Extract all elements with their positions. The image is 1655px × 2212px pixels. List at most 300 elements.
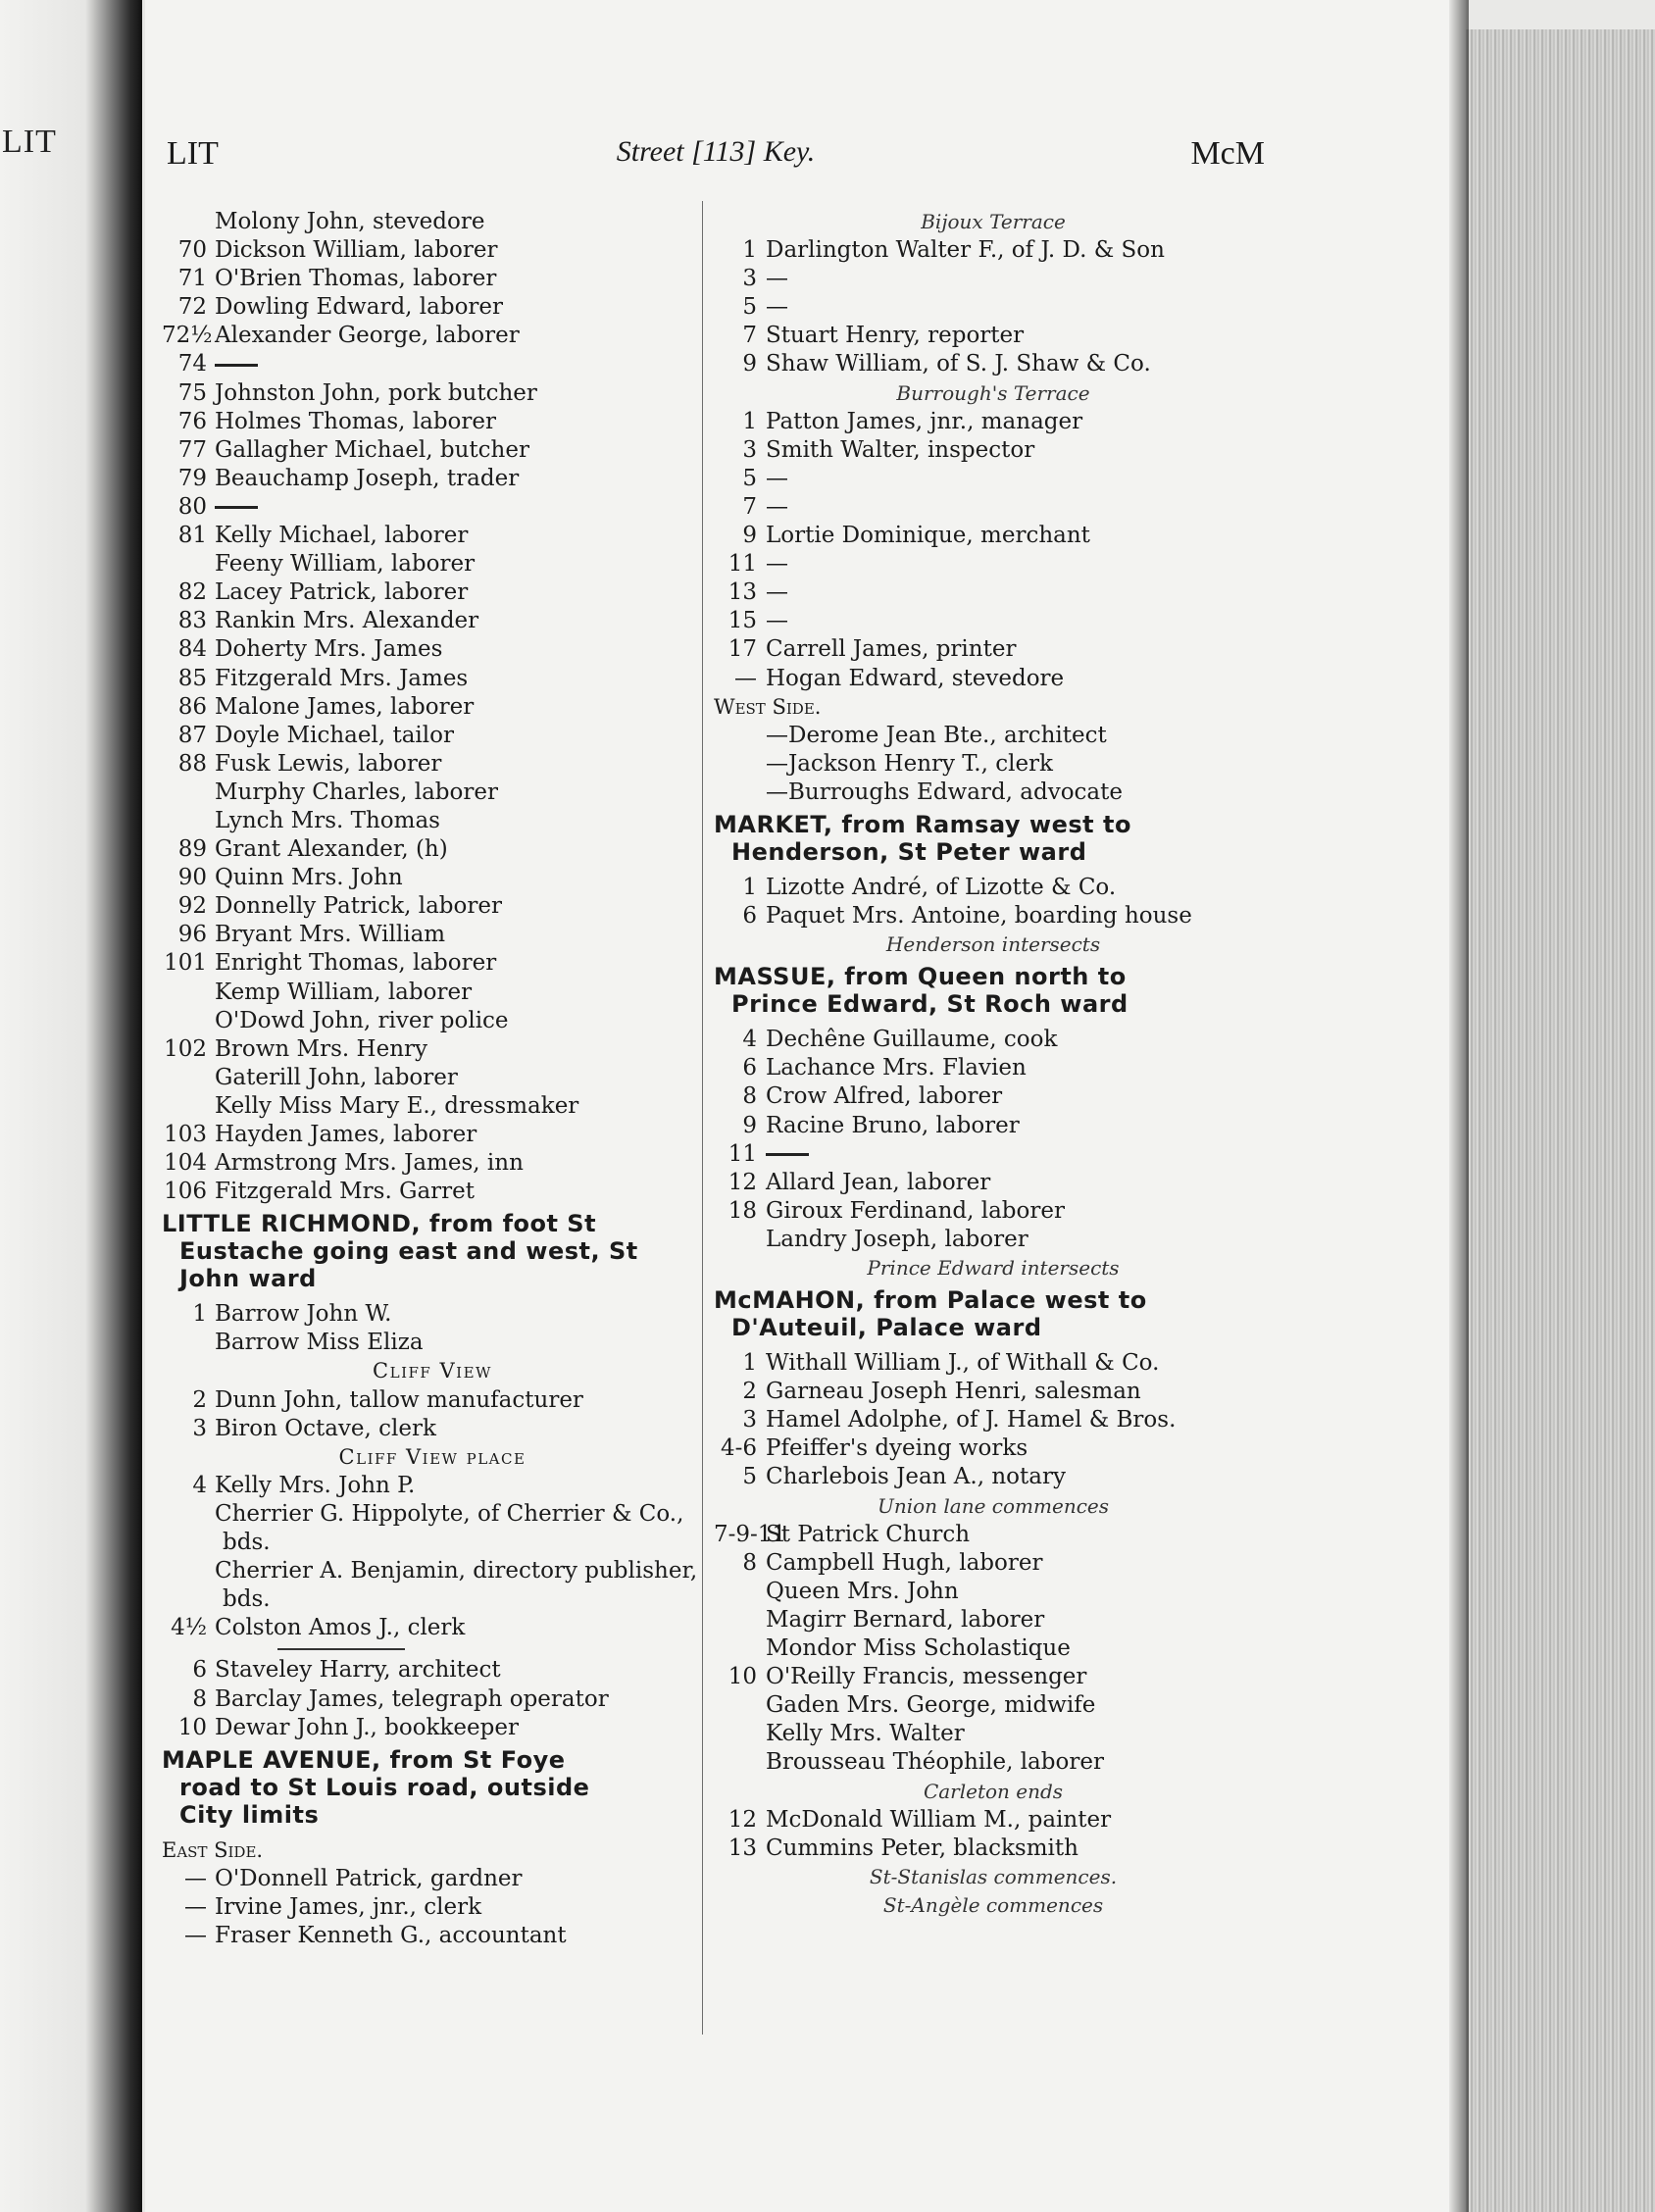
directory-entry (714, 1521, 1273, 1549)
house-number: 80 (177, 493, 207, 520)
resident-name: Lizotte André, of Lizotte & Co. (766, 874, 1117, 900)
resident-name: Lortie Dominique, merchant (766, 523, 1090, 549)
house-number: 1 (742, 874, 757, 900)
directory-entry (162, 750, 703, 779)
house-number: 13 (727, 1835, 757, 1861)
directory-entry (162, 465, 703, 493)
resident-name: McDonald William M., painter (766, 1806, 1112, 1833)
resident-name: Shaw William, of S. J. Shaw & Co. (766, 351, 1151, 377)
directory-entry (162, 1472, 703, 1500)
directory-entry (714, 1082, 1273, 1111)
house-number: 1 (742, 237, 757, 264)
house-number: 11 (727, 551, 757, 578)
house-number: 8 (192, 1685, 207, 1712)
cliff-view-place-label: Cliff View place (338, 1444, 527, 1469)
directory-entry (714, 1406, 1273, 1434)
house-number: 4 (742, 1027, 757, 1053)
resident-name: Doherty Mrs. James (215, 636, 443, 663)
directory-entry (162, 892, 703, 921)
house-number: 92 (177, 893, 207, 920)
street-heading-line: MASSUE, from Queen north to (714, 963, 1127, 991)
directory-entry (714, 493, 1273, 522)
directory-entry (714, 1663, 1273, 1691)
left-entries-4 (162, 1472, 703, 1643)
resident-name: — (766, 551, 788, 578)
house-number: 9 (742, 351, 757, 377)
resident-name: Cummins Peter, blacksmith (766, 1835, 1078, 1861)
left-entries-6 (162, 1865, 703, 1950)
house-number: 76 (177, 408, 207, 434)
directory-entry (714, 322, 1273, 350)
resident-name: Dunn John, tallow manufacturer (215, 1386, 583, 1413)
resident-name: Pfeiffer's dyeing works (766, 1435, 1028, 1462)
directory-entry (162, 1149, 703, 1178)
resident-name: Kemp William, laborer (215, 979, 473, 1005)
directory-entry (162, 436, 703, 465)
left-entries-5 (162, 1656, 703, 1741)
directory-entry (162, 1557, 703, 1614)
house-number: — (734, 665, 757, 691)
directory-entry (714, 1378, 1273, 1406)
resident-name: Darlington Walter F., of J. D. & Son (766, 237, 1165, 264)
directory-entry (162, 493, 703, 522)
directory-entry (162, 1893, 703, 1922)
resident-name: Barrow John W. (215, 1301, 392, 1328)
resident-name: Hogan Edward, stevedore (766, 665, 1065, 691)
resident-name: Kelly Mrs. Walter (766, 1721, 965, 1747)
directory-entry (162, 1386, 703, 1415)
resident-name: Mondor Miss Scholastique (766, 1635, 1071, 1662)
resident-name: Holmes Thomas, laborer (215, 408, 496, 434)
house-number: 89 (177, 836, 207, 863)
prince-edward-intersects-label: Prince Edward intersects (867, 1256, 1120, 1280)
book-page-edges (1466, 29, 1655, 2212)
resident-name: Garneau Joseph Henri, salesman (766, 1379, 1141, 1405)
right-entries-5 (714, 1026, 1273, 1254)
resident-name: Giroux Ferdinand, laborer (766, 1197, 1065, 1224)
vacant-dash (215, 506, 258, 509)
house-number: 83 (177, 608, 207, 634)
resident-name: —Derome Jean Bte., architect (766, 722, 1107, 748)
directory-entry (162, 1121, 703, 1149)
directory-entry (162, 864, 703, 892)
directory-entry (714, 607, 1273, 635)
left-entries-3 (162, 1386, 703, 1443)
house-number: 6 (742, 1055, 757, 1081)
house-number: 11 (727, 1140, 757, 1167)
previous-page-running-head: LIT (2, 124, 57, 160)
directory-entry (714, 722, 1273, 750)
house-number: 12 (727, 1806, 757, 1833)
house-number: 3 (742, 266, 757, 292)
house-number: 4½ (171, 1615, 207, 1641)
directory-entry (162, 1614, 703, 1642)
directory-entry (714, 635, 1273, 664)
street-heading-massue (714, 963, 1273, 1018)
house-number: 72½ (162, 323, 213, 349)
street-heading-line: Eustache going east and west, St (179, 1237, 638, 1266)
resident-name: Charlebois Jean A., notary (766, 1464, 1066, 1490)
house-number: 101 (164, 950, 207, 977)
street-heading-line: MAPLE AVENUE, from St Foye (162, 1745, 566, 1774)
directory-entry (714, 1112, 1273, 1140)
house-number: 72 (177, 294, 207, 321)
house-number: — (184, 1893, 207, 1920)
house-number: 3 (742, 436, 757, 463)
page-edges-top (1466, 0, 1655, 29)
resident-name: — (766, 465, 788, 491)
header-right: McM (1190, 135, 1265, 172)
resident-name: Irvine James, jnr., clerk (215, 1893, 482, 1920)
resident-name: Lacey Patrick, laborer (215, 579, 469, 606)
resident-name: Fitzgerald Mrs. James (215, 665, 469, 691)
house-number: 5 (742, 465, 757, 491)
directory-entry (162, 1092, 703, 1121)
header-left: LIT (167, 135, 219, 172)
house-number: 74 (177, 351, 207, 377)
directory-entry (162, 379, 703, 408)
directory-entry (162, 550, 703, 578)
directory-entry (714, 1463, 1273, 1491)
resident-name: Stuart Henry, reporter (766, 323, 1025, 349)
directory-entry (162, 1656, 703, 1684)
house-number: 104 (164, 1150, 207, 1177)
directory-entry (714, 465, 1273, 493)
directory-entry (162, 1064, 703, 1092)
resident-name: Fusk Lewis, laborer (215, 750, 442, 777)
resident-name: Kelly Mrs. John P. (215, 1472, 416, 1498)
house-number: 8 (742, 1549, 757, 1576)
directory-entry (162, 779, 703, 807)
resident-name: Donnelly Patrick, laborer (215, 893, 502, 920)
resident-name: Campbell Hugh, laborer (766, 1549, 1043, 1576)
left-entries-1 (162, 208, 703, 1206)
resident-name: — (766, 608, 788, 634)
bijoux-terrace-label: Bijoux Terrace (921, 210, 1066, 233)
resident-name: Colston Amos J., clerk (215, 1615, 466, 1641)
resident-name: Hamel Adolphe, of J. Hamel & Bros. (766, 1407, 1177, 1433)
directory-entry (162, 1329, 703, 1357)
house-number: 6 (192, 1657, 207, 1684)
resident-name: Racine Bruno, laborer (766, 1112, 1020, 1138)
resident-name: Paquet Mrs. Antoine, boarding house (766, 903, 1192, 930)
directory-entry (162, 350, 703, 378)
house-number: 5 (742, 1464, 757, 1490)
street-heading-line: road to St Louis road, outside (179, 1773, 590, 1801)
resident-name: Withall William J., of Withall & Co. (766, 1350, 1160, 1377)
directory-entry (162, 635, 703, 664)
house-number: 3 (742, 1407, 757, 1433)
house-number: 6 (742, 903, 757, 930)
street-heading-maple-avenue (162, 1746, 703, 1829)
resident-name: Staveley Harry, architect (215, 1657, 501, 1684)
resident-name: Landry Joseph, laborer (766, 1226, 1028, 1252)
house-number: 1 (742, 1350, 757, 1377)
house-number: 5 (742, 294, 757, 321)
directory-entry (714, 1720, 1273, 1748)
directory-entry (714, 578, 1273, 607)
resident-name: Barrow Miss Eliza (215, 1330, 424, 1356)
house-number: 102 (164, 1035, 207, 1062)
vacant-dash (766, 1153, 809, 1156)
directory-entry (714, 408, 1273, 436)
resident-name: Brousseau Théophile, laborer (766, 1749, 1104, 1776)
right-entries-6 (714, 1349, 1273, 1491)
house-number: 106 (164, 1179, 207, 1205)
directory-entry (162, 408, 703, 436)
resident-name: Bryant Mrs. William (215, 922, 446, 948)
house-number: 4 (192, 1472, 207, 1498)
house-number: 79 (177, 465, 207, 491)
directory-entry (714, 1169, 1273, 1197)
street-heading-little-richmond (162, 1210, 703, 1292)
right-entries-7 (714, 1521, 1273, 1778)
resident-name: Magirr Bernard, laborer (766, 1606, 1045, 1633)
resident-name: —Burroughs Edward, advocate (766, 779, 1123, 805)
directory-entry (714, 1026, 1273, 1054)
directory-entry (714, 550, 1273, 578)
street-heading-line: MARKET, from Ramsay west to (714, 810, 1131, 838)
resident-name: Gaterill John, laborer (215, 1064, 458, 1090)
directory-entry (714, 1578, 1273, 1606)
right-entries-1 (714, 236, 1273, 378)
resident-name: Lynch Mrs. Thomas (215, 807, 440, 833)
resident-name: — (766, 579, 788, 606)
house-number: 70 (177, 237, 207, 264)
directory-entry (714, 1606, 1273, 1634)
resident-name: Brown Mrs. Henry (215, 1035, 427, 1062)
house-number: 1 (742, 408, 757, 434)
house-number: 75 (177, 379, 207, 406)
resident-name: Beauchamp Joseph, trader (215, 465, 520, 491)
directory-entry (162, 1007, 703, 1035)
resident-name: Gaden Mrs. George, midwife (766, 1692, 1096, 1719)
street-heading-line: D'Auteuil, Palace ward (731, 1314, 1042, 1342)
directory-entry (162, 949, 703, 978)
directory-entry (714, 1434, 1273, 1463)
house-number: 7 (742, 493, 757, 520)
house-number: 71 (177, 266, 207, 292)
directory-entry (162, 208, 703, 236)
house-number: 4-6 (720, 1435, 757, 1462)
resident-name: Enright Thomas, laborer (215, 950, 497, 977)
directory-entry (162, 265, 703, 293)
directory-entry (714, 874, 1273, 902)
directory-entry (714, 1054, 1273, 1082)
street-heading-mcmahon (714, 1286, 1273, 1341)
directory-entry (162, 1035, 703, 1064)
house-number: 10 (727, 1664, 757, 1690)
resident-name: Cherrier G. Hippolyte, of Cherrier & Co., bds. (215, 1500, 684, 1556)
directory-entry (714, 350, 1273, 378)
vacant-dash (215, 364, 258, 367)
resident-name: Crow Alfred, laborer (766, 1083, 1003, 1110)
directory-entry (162, 1178, 703, 1206)
henderson-intersects-label: Henderson intersects (885, 932, 1101, 957)
directory-entry (162, 979, 703, 1007)
house-number: 8 (742, 1083, 757, 1110)
house-number: 87 (177, 722, 207, 748)
resident-name: Allard Jean, laborer (766, 1169, 991, 1195)
house-number: 103 (164, 1122, 207, 1147)
resident-name: Armstrong Mrs. James, inn (215, 1150, 524, 1177)
carleton-ends-label: Carleton ends (923, 1779, 1064, 1803)
house-number: — (184, 1922, 207, 1948)
union-lane-label: Union lane commences (878, 1493, 1109, 1518)
resident-name: St Patrick Church (766, 1521, 971, 1547)
house-number: 77 (177, 436, 207, 463)
resident-name: O'Dowd John, river police (215, 1007, 509, 1033)
directory-entry (714, 750, 1273, 779)
directory-entry (714, 436, 1273, 465)
spine-shadow (1449, 0, 1469, 2212)
header-center: Street [113] Key. (616, 135, 816, 168)
directory-entry (714, 779, 1273, 807)
resident-name: Dewar John J., bookkeeper (215, 1714, 519, 1740)
directory-entry (714, 1835, 1273, 1863)
street-heading-line: Henderson, St Peter ward (731, 837, 1087, 866)
house-number: 82 (177, 579, 207, 606)
house-number: 7 (742, 323, 757, 349)
directory-entry (714, 1197, 1273, 1226)
resident-name: Molony John, stevedore (215, 209, 485, 234)
directory-entry (162, 522, 703, 550)
street-heading-line: John ward (179, 1265, 317, 1293)
house-number: 84 (177, 636, 207, 663)
house-number: 9 (742, 523, 757, 549)
resident-name: O'Brien Thomas, laborer (215, 266, 497, 292)
directory-entry (162, 665, 703, 693)
right-column (714, 208, 1273, 1920)
street-heading-line: McMAHON, from Palace west to (714, 1286, 1147, 1315)
resident-name: Dickson William, laborer (215, 237, 498, 264)
resident-name: Cherrier A. Benjamin, directory publisher, bds. (215, 1558, 698, 1613)
resident-name: Rankin Mrs. Alexander (215, 608, 479, 634)
directory-entry (162, 1865, 703, 1893)
directory-entry (162, 322, 703, 350)
house-number: 12 (727, 1169, 757, 1195)
house-number: 7-9-11 (714, 1521, 787, 1547)
burroughs-terrace-label: Burrough's Terrace (896, 380, 1090, 405)
resident-name: — (766, 493, 788, 520)
directory-entry (714, 1691, 1273, 1720)
directory-entry (162, 722, 703, 750)
resident-name: Queen Mrs. John (766, 1578, 959, 1604)
directory-entry (162, 921, 703, 949)
cliff-view-label: Cliff View (373, 1359, 492, 1383)
directory-entry (162, 293, 703, 322)
resident-name: O'Reilly Francis, messenger (766, 1664, 1087, 1690)
running-header (167, 135, 1265, 184)
resident-name: Kelly Miss Mary E., dressmaker (215, 1092, 579, 1119)
directory-entry (162, 1300, 703, 1329)
left-column (162, 208, 703, 1950)
directory-entry (162, 693, 703, 722)
directory-entry (714, 236, 1273, 265)
directory-entry (162, 807, 703, 835)
resident-name: Alexander George, laborer (215, 323, 520, 349)
section-rule (277, 1648, 405, 1650)
house-number: 2 (192, 1386, 207, 1413)
directory-entry (162, 1714, 703, 1742)
resident-name: Lachance Mrs. Flavien (766, 1055, 1027, 1081)
resident-name: — (766, 266, 788, 292)
resident-name: Kelly Michael, laborer (215, 523, 469, 549)
house-number: 2 (742, 1379, 757, 1405)
resident-name: Patton James, jnr., manager (766, 408, 1083, 434)
directory-entry (162, 1685, 703, 1714)
directory-entry (162, 835, 703, 864)
house-number: 86 (177, 693, 207, 720)
directory-entry (714, 1140, 1273, 1169)
house-number: 81 (177, 523, 207, 549)
resident-name: Quinn Mrs. John (215, 865, 403, 891)
resident-name: Carrell James, printer (766, 636, 1017, 663)
directory-entry (162, 236, 703, 265)
directory-entry (162, 607, 703, 635)
street-heading-market (714, 811, 1273, 866)
resident-name: Doyle Michael, tailor (215, 722, 454, 748)
directory-entry (714, 1349, 1273, 1378)
directory-entry (714, 522, 1273, 550)
st-stanislas-label: St-Stanislas commences. (869, 1864, 1118, 1888)
directory-entry (714, 1748, 1273, 1777)
house-number: 13 (727, 579, 757, 606)
directory-entry (714, 665, 1273, 693)
directory-entry (162, 578, 703, 607)
resident-name: Dechêne Guillaume, cook (766, 1027, 1058, 1053)
resident-name: Murphy Charles, laborer (215, 779, 498, 805)
directory-entry (714, 1226, 1273, 1254)
resident-name: Grant Alexander, (h) (215, 836, 448, 863)
right-entries-2 (714, 408, 1273, 693)
street-heading-line: Prince Edward, St Roch ward (731, 990, 1128, 1019)
directory-entry (162, 1922, 703, 1950)
resident-name: Fraser Kenneth G., accountant (215, 1922, 567, 1948)
directory-entry (162, 1415, 703, 1443)
directory-entry (714, 293, 1273, 322)
previous-page-margin (0, 0, 142, 2212)
resident-name: Hayden James, laborer (215, 1122, 477, 1147)
resident-name: Fitzgerald Mrs. Garret (215, 1179, 476, 1205)
resident-name: O'Donnell Patrick, gardner (215, 1865, 523, 1891)
left-entries-2 (162, 1300, 703, 1357)
resident-name: Malone James, laborer (215, 693, 475, 720)
resident-name: Dowling Edward, laborer (215, 294, 504, 321)
resident-name: Johnston John, pork butcher (215, 379, 537, 406)
house-number: — (184, 1865, 207, 1891)
house-number: 15 (727, 608, 757, 634)
right-entries-4 (714, 874, 1273, 930)
directory-entry (714, 1549, 1273, 1578)
house-number: 18 (727, 1197, 757, 1224)
st-angele-label: St-Angèle commences (882, 1892, 1104, 1917)
right-entries-3 (714, 722, 1273, 807)
house-number: 90 (177, 865, 207, 891)
resident-name: Feeny William, laborer (215, 551, 476, 578)
resident-name: — (766, 294, 788, 321)
house-number: 1 (192, 1301, 207, 1328)
house-number: 17 (727, 636, 757, 663)
directory-entry (714, 1806, 1273, 1835)
resident-name: Biron Octave, clerk (215, 1415, 436, 1441)
directory-entry (714, 265, 1273, 293)
resident-name: Barclay James, telegraph operator (215, 1685, 609, 1712)
directory-entry (714, 902, 1273, 930)
house-number: 3 (192, 1415, 207, 1441)
west-side-label: West Side. (714, 694, 822, 719)
right-entries-8 (714, 1806, 1273, 1863)
